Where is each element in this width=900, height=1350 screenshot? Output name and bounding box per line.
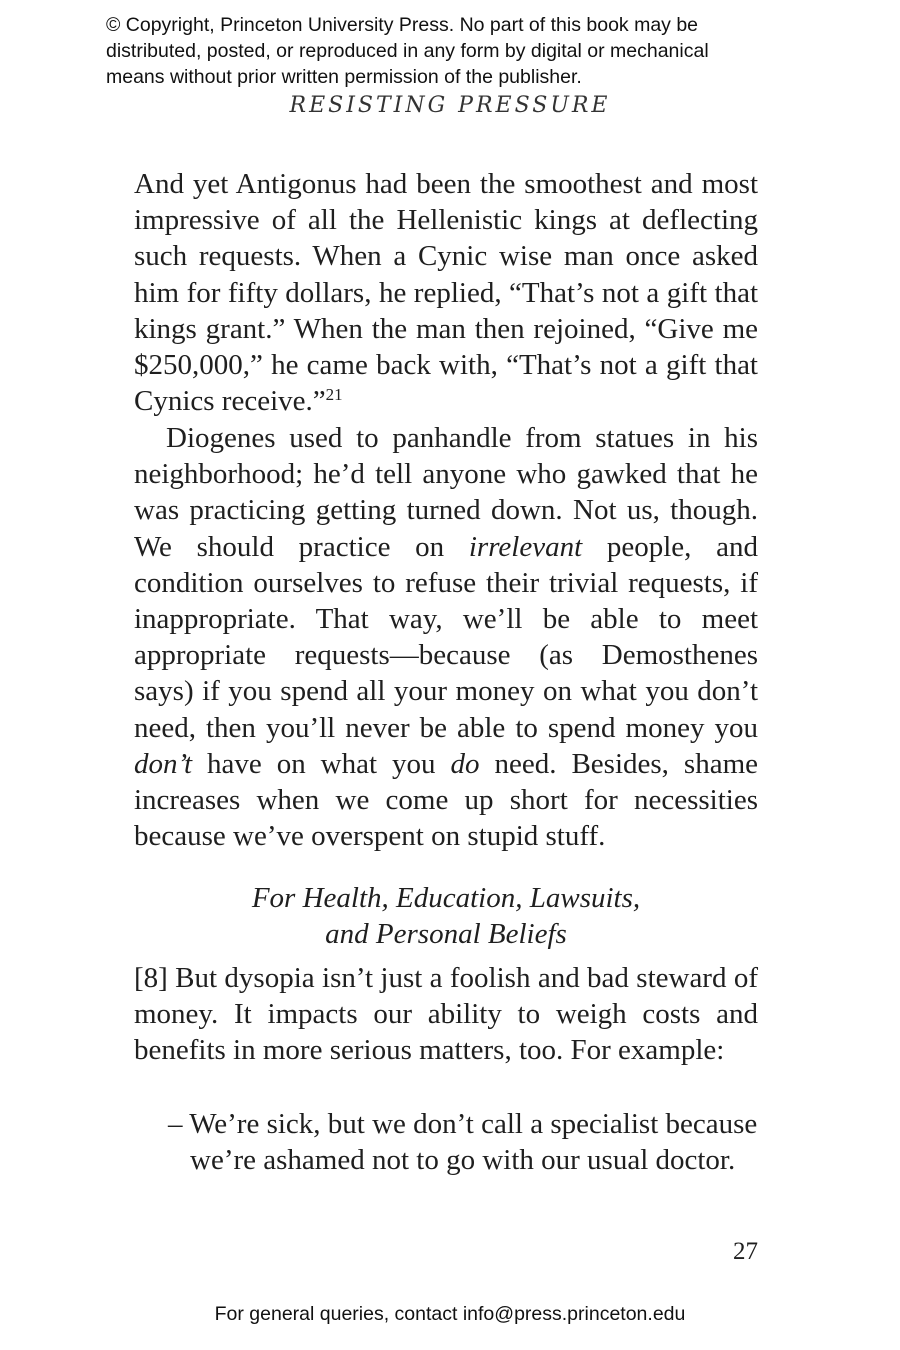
paragraph-text: Diogenes used to panhandle from statues in his neighborhood; he’d tell anyone who gawked that he was practicing getting turned down. Not us, though. We should practice on (134, 422, 758, 563)
footer-contact: For general queries, contact info@press.princeton.edu (214, 1303, 686, 1325)
section-heading-line: For Health, Education, Lawsuits, (251, 882, 641, 914)
copyright-line: © Copyright, Princeton University Press. No part of this book may be (106, 14, 699, 36)
paragraph-text: people, and condition ourselves to refuse their trivial requests, if inappropriate. That way, we’ll be able to meet appropriate requests—because (as Demosthenes says) if you spend all your money on what you don’t need, then you’ll never be able to spend money you (134, 530, 758, 744)
section-heading-line: and Personal Beliefs (325, 918, 567, 950)
list-item: – We’re sick, but we don’t call a specialist because we’re ashamed not to go with our usual doctor. (168, 1108, 758, 1177)
paragraph-text: have on what you (192, 747, 451, 780)
footnote-marker: 21 (325, 385, 343, 405)
running-head: RESISTING PRESSURE (289, 93, 611, 118)
copyright-line: distributed, posted, or reproduced in any form by digital or mechanical (106, 40, 709, 62)
emphasis-text: do (450, 747, 480, 780)
paragraph-antigonus (134, 166, 758, 419)
copyright-notice (106, 12, 826, 90)
paragraph-diogenes (134, 420, 758, 854)
paragraph-text: And yet Antigonus had been the smoothest and most impressive of all the Hellenistic kings at deflecting such requests. When a Cynic wise man once asked him for fifty dollars, he replied, “That’s not a gift that kings grant.” When the man then rejoined, “Give me $250,000,” he came back with, “That’s not a gift that Cynics receive.” (134, 168, 758, 418)
section-heading (134, 880, 758, 952)
emphasis-text: irrelevant (468, 530, 583, 563)
paragraph-dysopia: [8] But dysopia isn’t just a foolish and bad steward of money. It impacts our ability to weigh costs and benefits in more serious matters, too. For example: (134, 962, 758, 1067)
emphasis-text: don’t (134, 747, 192, 780)
page-number: 27 (733, 1238, 758, 1265)
paragraph-text: need. Besides, shame increases when we come up short for necessities because we’ve overspent on stupid stuff. (134, 747, 758, 853)
copyright-line: means without prior written permission of the publisher. (106, 66, 582, 88)
